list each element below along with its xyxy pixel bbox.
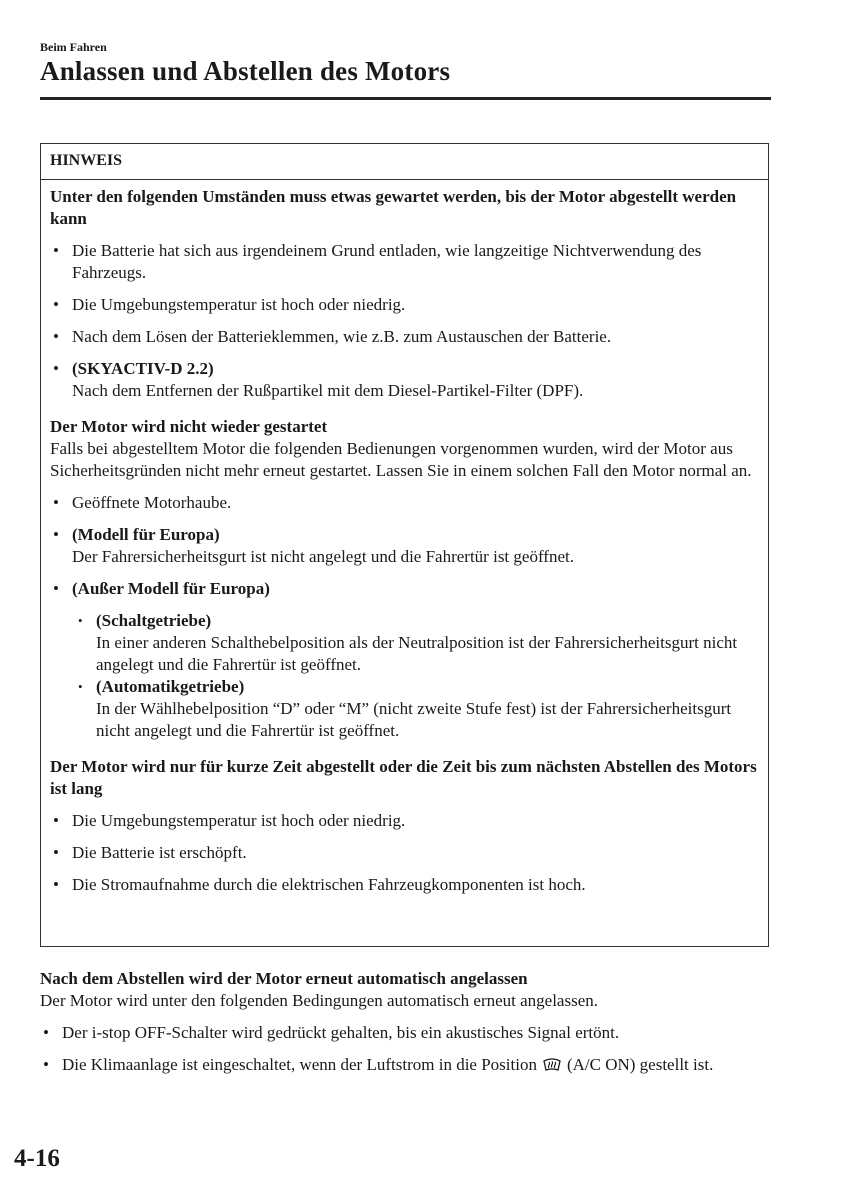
page-number: 4-16 xyxy=(14,1145,60,1172)
auto-label: • (Automatikgetriebe) xyxy=(96,677,245,696)
hinweis-body xyxy=(41,180,768,896)
sub-list-item-manual xyxy=(50,610,759,676)
list-item: • Nach dem Lösen der Batterieklemmen, wie z.B. zum Austauschen der Batterie. xyxy=(50,326,759,348)
skyactiv-label: • (SKYACTIV-D 2.2) xyxy=(72,359,214,378)
list-item: • Die Batterie hat sich aus irgendeinem Grund entladen, wie langzeitige Nichtverwendung des Fahrzeugs. xyxy=(50,240,759,284)
manual-text: In einer anderen Schalthebelposition als der Neutralposition ist der Fahrersicherheitsgurt nicht angelegt und die Fahrertür ist geöffnet. xyxy=(96,633,738,674)
group2-intro: Falls bei abgestelltem Motor die folgenden Bedienungen vorgenommen wurden, wird der Motor aus Sicherheitsgründen nicht mehr erneut gestartet. Lassen Sie in einem solchen Fall den Motor normal an. xyxy=(50,439,752,480)
restart-heading: Nach dem Abstellen wird der Motor erneut automatisch angelassen xyxy=(40,969,528,988)
page-title: Anlassen und Abstellen des Motors xyxy=(40,56,451,86)
europe-label: • (Modell für Europa) xyxy=(72,525,220,544)
group1-heading: Unter den folgenden Umständen muss etwas gewartet werden, bis der Motor abgestellt werden kann xyxy=(50,187,737,228)
sub-list-item-auto xyxy=(50,676,759,742)
hinweis-box xyxy=(40,143,769,947)
list-item: • Die Stromaufnahme durch die elektrischen Fahrzeugkomponenten ist hoch. xyxy=(50,874,759,896)
restart-list xyxy=(40,1022,771,1076)
list-item-ac xyxy=(40,1054,771,1076)
list-item-non-europe xyxy=(50,578,759,600)
restart-intro: Der Motor wird unter den folgenden Bedingungen automatisch erneut angelassen. xyxy=(40,991,599,1010)
list-item: • Die Umgebungstemperatur ist hoch oder niedrig. xyxy=(50,294,759,316)
list-item-europe xyxy=(50,524,759,568)
auto-text: In der Wählhebelposition “D” oder “M” (nicht zweite Stufe fest) ist der Fahrersicherheitsgurt nicht angelegt und die Fahrertür ist geöffnet. xyxy=(96,699,732,740)
list-item: • Die Batterie ist erschöpft. xyxy=(50,842,759,864)
manual-label: • (Schaltgetriebe) xyxy=(96,611,212,630)
europe-text: Der Fahrersicherheitsgurt ist nicht angelegt und die Fahrertür ist geöffnet. xyxy=(72,547,574,566)
group2-heading: Der Motor wird nicht wieder gestartet xyxy=(50,417,328,436)
non-europe-sublist xyxy=(50,610,759,742)
list-item-skyactiv xyxy=(50,358,759,402)
non-europe-label: • (Außer Modell für Europa) xyxy=(72,579,270,598)
ac-text-after: (A/C ON) gestellt ist. xyxy=(566,1055,714,1074)
section-label: Beim Fahren xyxy=(40,40,107,54)
hinweis-header: HINWEIS xyxy=(41,144,768,180)
group2-list xyxy=(50,492,759,600)
windshield-defroster-icon xyxy=(543,1056,561,1072)
list-item: • Der i-stop OFF-Schalter wird gedrückt gehalten, bis ein akustisches Signal ertönt. xyxy=(40,1022,771,1044)
restart-section xyxy=(40,968,771,1076)
group3-list xyxy=(50,810,759,896)
ac-text-before: Die Klimaanlage ist eingeschaltet, wenn der Luftstrom in die Position xyxy=(62,1055,537,1074)
group3-heading: Der Motor wird nur für kurze Zeit abgestellt oder die Zeit bis zum nächsten Abstellen des Motors ist lang xyxy=(50,757,757,798)
title-rule xyxy=(40,97,771,100)
list-item: • Geöffnete Motorhaube. xyxy=(50,492,759,514)
group1-list xyxy=(50,240,759,402)
skyactiv-text: Nach dem Entfernen der Rußpartikel mit dem Diesel-Partikel-Filter (DPF). xyxy=(72,381,584,400)
list-item: • Die Umgebungstemperatur ist hoch oder niedrig. xyxy=(50,810,759,832)
